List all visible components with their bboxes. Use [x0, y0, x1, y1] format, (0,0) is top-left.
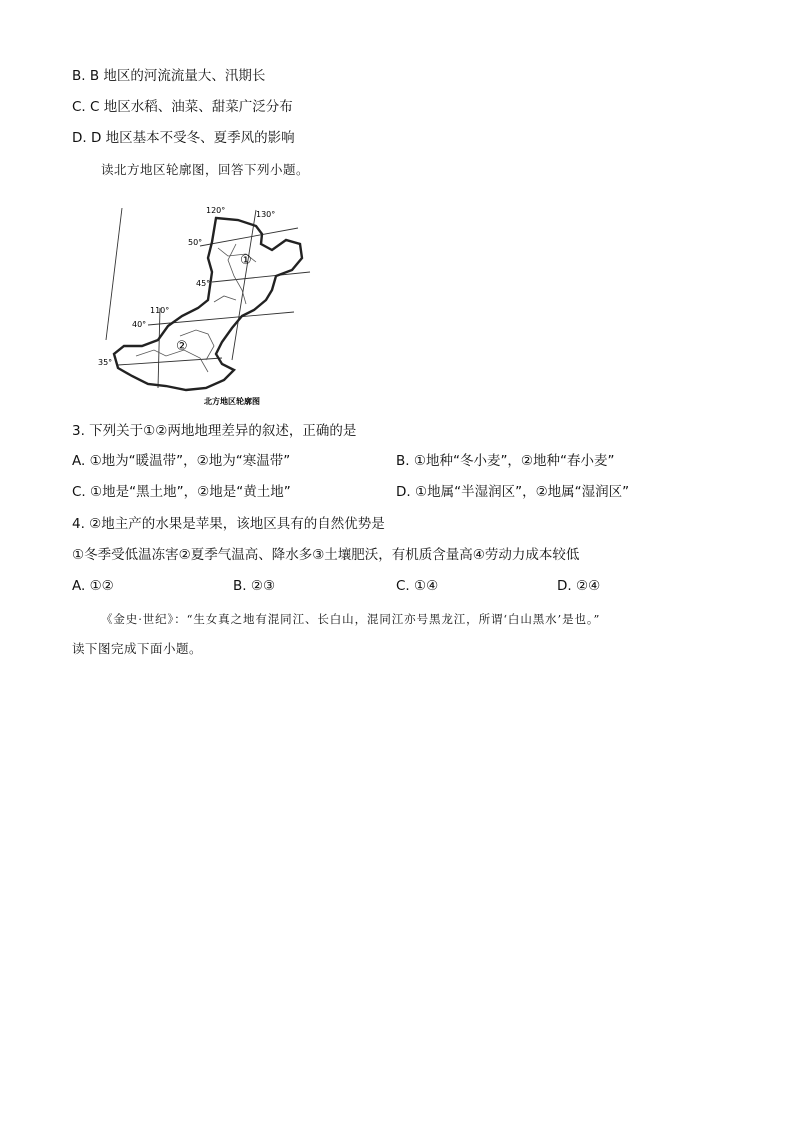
q4-option-d: D. ②④: [557, 578, 601, 594]
lon-label-130: 130°: [256, 210, 276, 219]
lat-label-50: 50°: [188, 238, 203, 247]
q4-option-b: B. ②③: [233, 578, 276, 594]
map-caption: 北方地区轮廓图: [204, 397, 260, 406]
north-region-outline-map: [96, 200, 316, 410]
region-label-1: ①: [240, 253, 252, 268]
parallel-45: [212, 272, 310, 282]
option-c-previous: C. C 地区水稻、油菜、甜菜广泛分布: [72, 99, 293, 115]
next-figure-intro: 读下图完成下面小题。: [72, 641, 203, 656]
q4-stem: 4. ②地主产的水果是苹果，该地区具有的自然优势是: [72, 516, 385, 532]
map-intro-text: 读北方地区轮廓图，回答下列小题。: [101, 162, 310, 177]
q3-option-a: A. ①地为“暖温带”，②地为“寒温带”: [72, 453, 291, 469]
option-d-previous: D. D 地区基本不受冬、夏季风的影响: [72, 130, 295, 146]
region-label-2: ②: [176, 339, 188, 354]
meridian-130: [232, 210, 256, 360]
meridian-110: [158, 308, 160, 388]
lat-label-35: 35°: [98, 358, 113, 367]
map-svg: [96, 200, 316, 410]
q4-option-a: A. ①②: [72, 578, 114, 594]
q3-stem: 3. 下列关于①②两地地理差异的叙述，正确的是: [72, 423, 357, 439]
parallel-40: [148, 312, 294, 325]
region-boundary: [114, 218, 302, 390]
q3-option-c: C. ①地是“黑土地”，②地是“黄土地”: [72, 484, 291, 500]
lon-label-110: 110°: [150, 306, 170, 315]
q3-option-b: B. ①地种“冬小麦”，②地种“春小麦”: [396, 453, 615, 469]
q3-option-d: D. ①地属“半湿润区”，②地属“湿润区”: [396, 484, 630, 500]
lat-label-45: 45°: [196, 279, 211, 288]
jin-history-quote: 《金史·世纪》：“生女真之地有混同江、长白山，混同江亦号黑龙江，所谓‘白山黑水’是也。”: [101, 612, 601, 626]
meridian-120: [106, 208, 122, 340]
lat-label-40: 40°: [132, 320, 147, 329]
q4-option-c: C. ①④: [396, 578, 439, 594]
river-5: [214, 296, 236, 302]
option-b-previous: B. B 地区的河流流量大、汛期长: [72, 68, 266, 84]
q4-statements: ①冬季受低温冻害②夏季气温高、降水多③土壤肥沃，有机质含量高④劳动力成本较低: [72, 547, 580, 563]
lon-label-120: 120°: [206, 206, 226, 215]
